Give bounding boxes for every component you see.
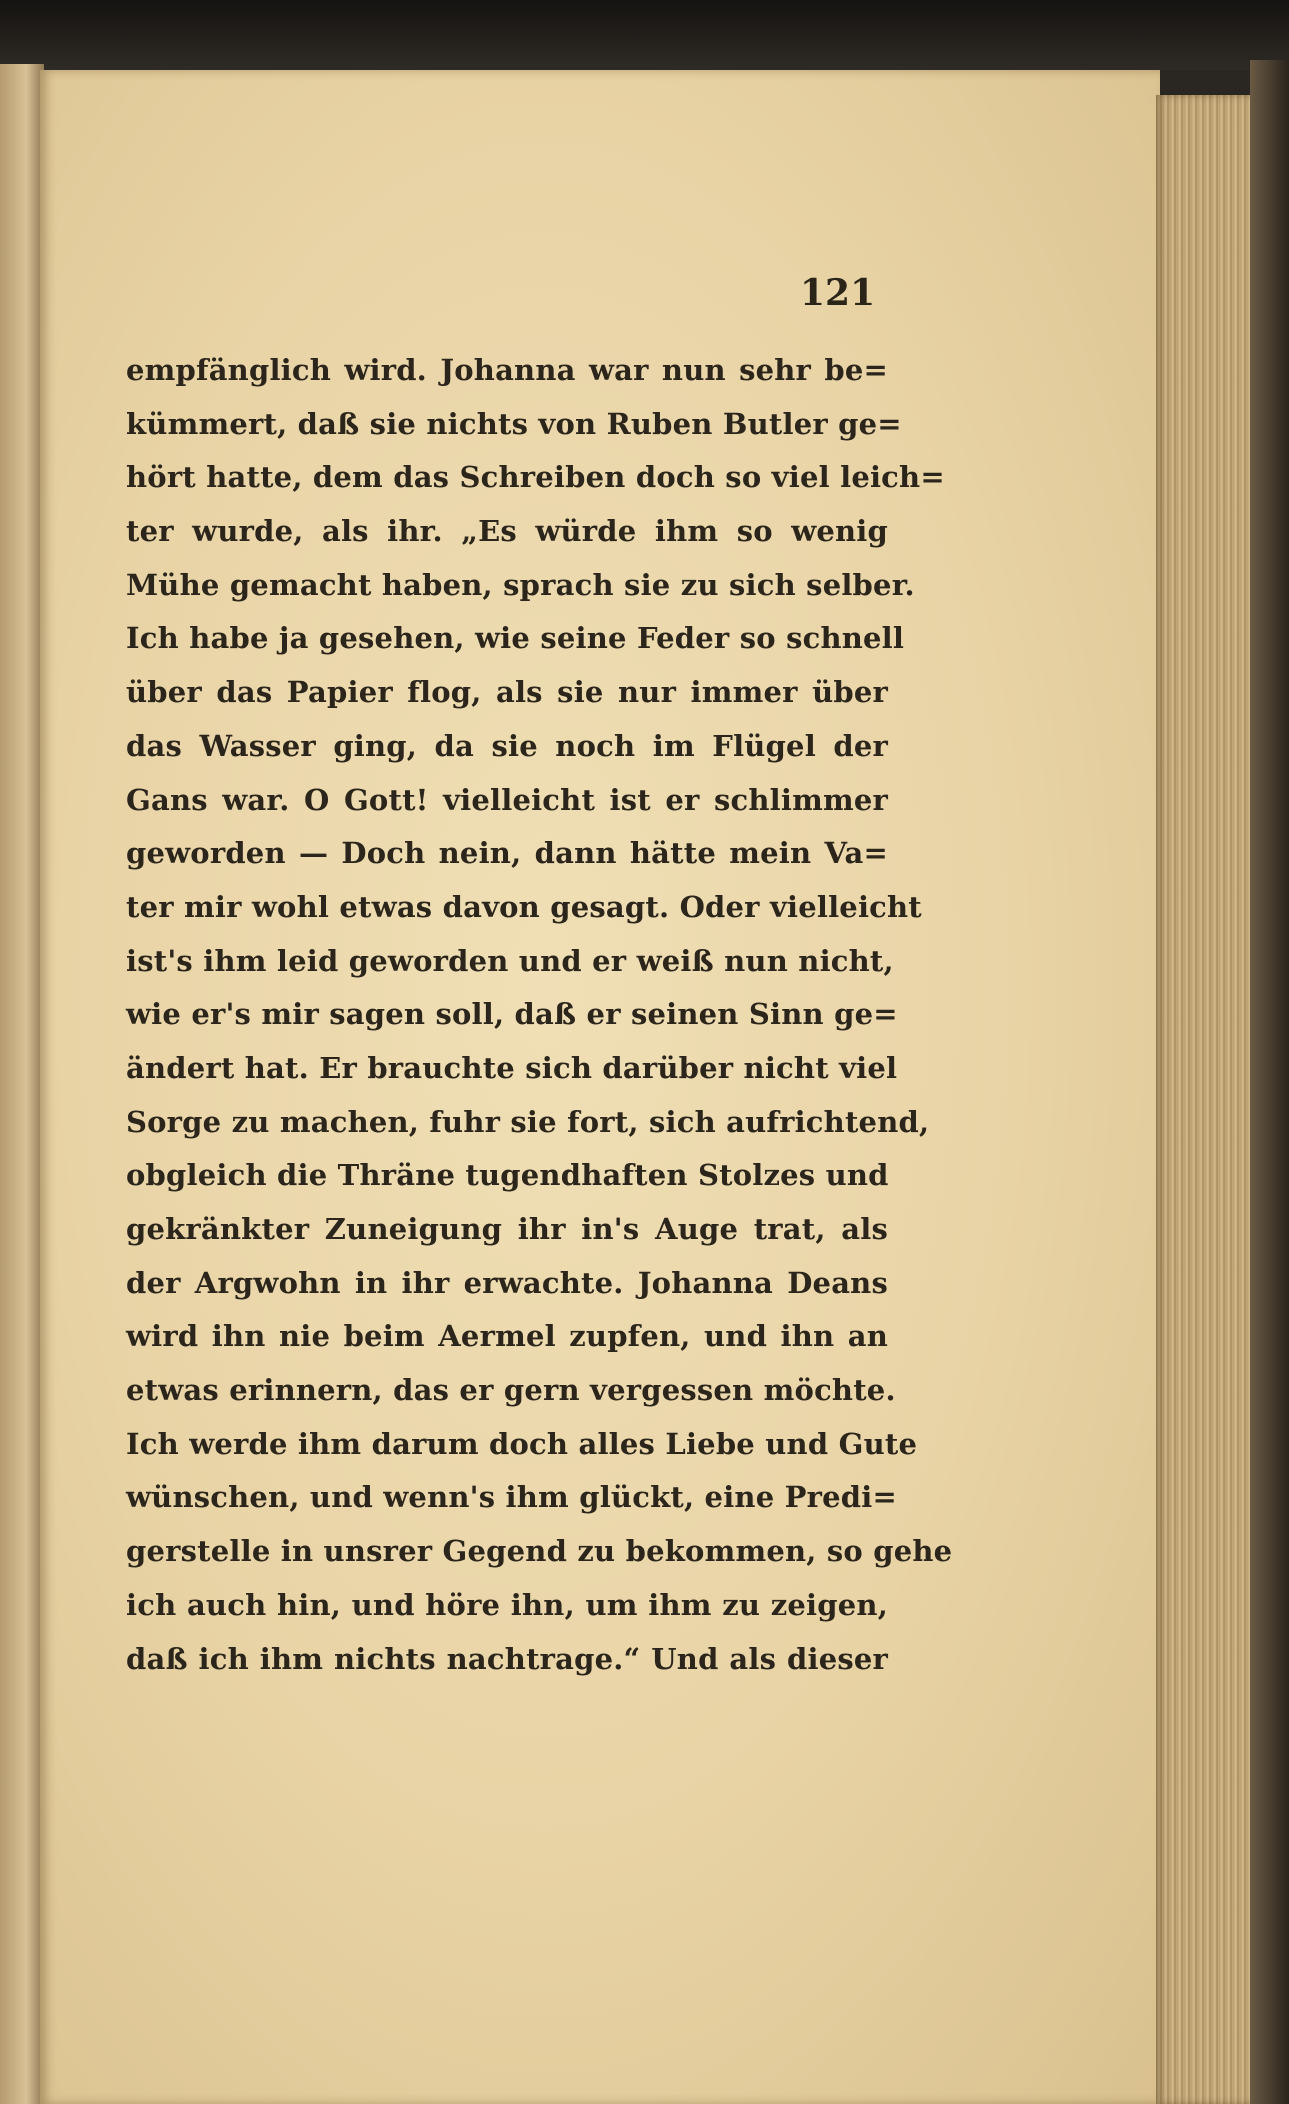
text-line: Ich werde ihm darum doch alles Liebe und Gute — [126, 1426, 918, 1461]
text-line: das Wasser ging, da sie noch im Flügel der — [126, 728, 888, 763]
page-number: 121 — [800, 272, 876, 314]
facing-page-edge — [0, 64, 44, 2104]
text-line: empfänglich wird. Johanna war nun sehr be= — [126, 353, 888, 387]
scan-top-border — [0, 0, 1289, 70]
text-line: etwas erinnern, das er gern vergessen möchte. — [126, 1373, 896, 1408]
text-line: ich auch hin, und höre ihn, um ihm zu zeigen, — [126, 1587, 888, 1622]
text-line: wird ihn nie beim Aermel zupfen, und ihn an — [126, 1319, 888, 1354]
text-line: wünschen, und wenn's ihm glückt, eine Predi= — [126, 1480, 897, 1515]
body-text — [126, 344, 953, 1686]
text-line: Mühe gemacht haben, sprach sie zu sich selber. — [126, 567, 915, 602]
text-line: wie er's mir sagen soll, daß er seinen Sinn ge= — [126, 997, 898, 1032]
book-cover-edge — [1250, 60, 1289, 2104]
text-line: ter mir wohl etwas davon gesagt. Oder vielleicht — [126, 889, 922, 924]
text-line: gerstelle in unsrer Gegend zu bekommen, so gehe — [126, 1534, 953, 1569]
text-line: Sorge zu machen, fuhr sie fort, sich aufrichtend, — [126, 1104, 930, 1139]
text-line: kümmert, daß sie nichts von Ruben Butler ge= — [126, 406, 902, 441]
text-line: obgleich die Thräne tugendhaften Stolzes und — [126, 1158, 889, 1193]
text-line: Gans war. O Gott! vielleicht ist er schlimmer — [126, 782, 888, 817]
text-line: der Argwohn in ihr erwachte. Johanna Deans — [126, 1265, 888, 1300]
text-line: daß ich ihm nichts nachtrage.“ Und als dieser — [126, 1641, 888, 1676]
text-line: ter wurde, als ihr. „Es würde ihm so wenig — [126, 514, 888, 549]
text-line: hört hatte, dem das Schreiben doch so viel leich= — [126, 460, 945, 495]
text-line: ändert hat. Er brauchte sich darüber nicht viel — [126, 1050, 898, 1085]
text-line: ist's ihm leid geworden und er weiß nun nicht, — [126, 943, 894, 978]
text-line: geworden — Doch nein, dann hätte mein Va= — [126, 836, 888, 871]
text-line: über das Papier flog, als sie nur immer über — [126, 675, 888, 710]
text-line: Ich habe ja gesehen, wie seine Feder so schnell — [126, 621, 905, 656]
text-line: gekränkter Zuneigung ihr in's Auge trat, als — [126, 1212, 888, 1246]
